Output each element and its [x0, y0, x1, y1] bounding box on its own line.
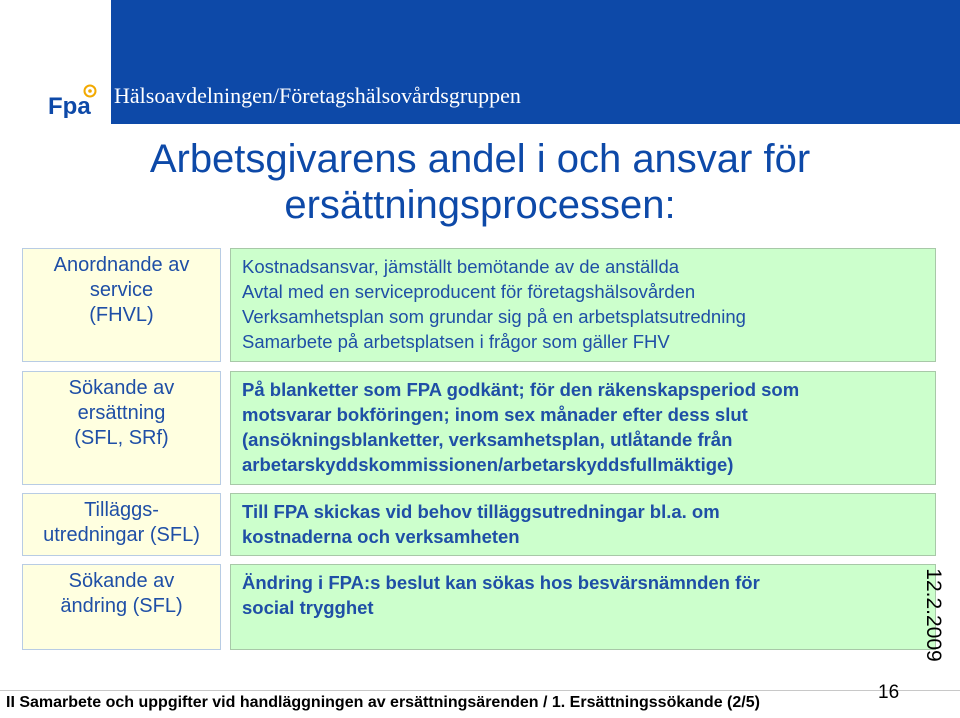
date-label: 12.2.2009 — [922, 568, 945, 662]
department-name: Hälsoavdelningen/Företagshälsovårdsgruppen — [114, 83, 521, 108]
fpa-logo-icon — [48, 84, 100, 118]
row-label-service: Anordnande av service (FHVL) — [22, 248, 221, 362]
row-label-appeal: Sökande av ändring (SFL) — [22, 564, 221, 650]
row-content-appeal: Ändring i FPA:s beslut kan sökas hos besvärsnämnden för social trygghet — [230, 564, 936, 650]
page-title — [0, 136, 960, 228]
footer-text: II Samarbete och uppgifter vid handläggningen av ersättningsärenden / 1. Ersättningssökande (2/5) — [6, 694, 760, 711]
svg-text:Fpa: Fpa — [48, 93, 91, 118]
title-line-2: ersättningsprocessen: — [284, 183, 676, 227]
title-line-1: Arbetsgivarens andel i och ansvar för — [149, 137, 811, 181]
footer-divider — [0, 690, 960, 691]
row-content-supplementary: Till FPA skickas vid behov tilläggsutredningar bl.a. om kostnaderna och verksamheten — [230, 493, 936, 556]
page-number: 16 — [878, 682, 900, 703]
row-label-application: Sökande av ersättning (SFL, SRf) — [22, 371, 221, 485]
row-content-application: På blanketter som FPA godkänt; för den räkenskapsperiod som motsvarar bokföringen; inom sex månader efter dess slut (ansökningsblanketter, verksamhetsplan, utlåtande från arbetarskyddskommissionen/arbetarskyddsfullmäktige) — [230, 371, 936, 485]
row-content-service: Kostnadsansvar, jämställt bemötande av de anställda Avtal med en serviceproducent för företagshälsovården Verksamhetsplan som grundar sig på en arbetsplatsutredning Samarbete på arbetsplatsen i frågor som gäller FHV — [230, 248, 936, 362]
row-label-supplementary: Tilläggs- utredningar (SFL) — [22, 493, 221, 556]
